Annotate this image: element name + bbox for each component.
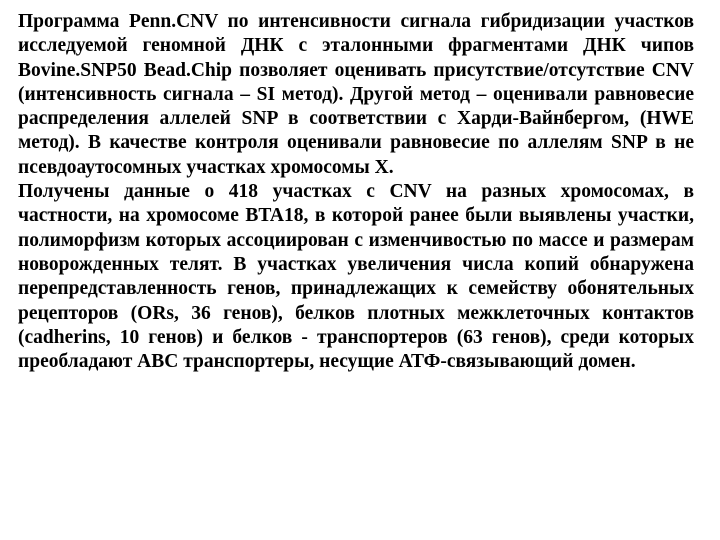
slide-body bbox=[18, 10, 694, 530]
paragraph-results: Получены данные о 418 участках с CNV на разных хромосомах, в частности, на хромосоме BTA18, в которой ранее были выявлены участки, полиморфизм которых ассоциирован с изменчивостью по массе и размерам новорожденных телят. В участках увеличения числа копий обнаружена перепредставленность генов, принадлежащих к семейству обонятельных рецепторов (ORs, 36 генов), белков плотных межклеточных контактов (cadherins, 10 генов) и белков - транспортеров (63 генов), среди которых преобладают ABC транспортеры, несущие АТФ-связывающий домен. bbox=[18, 181, 694, 373]
paragraph-method: Программа Penn.CNV по интенсивности сигнала гибридизации участков исследуемой геномной ДНК с эталонными фрагментами ДНК чипов Bovine.SNP50 Bead.Chip позволяет оценивать присутствие/отсутствие CNV (интенсивность сигнала – SI метод). Другой метод – оценивали равновесие распределения аллелей SNP в соответствии с Харди-Вайнбергом, (HWE метод). В качестве контроля оценивали равновесие по аллелям SNP в не псевдоаутосомных участках хромосомы X. bbox=[18, 11, 694, 178]
